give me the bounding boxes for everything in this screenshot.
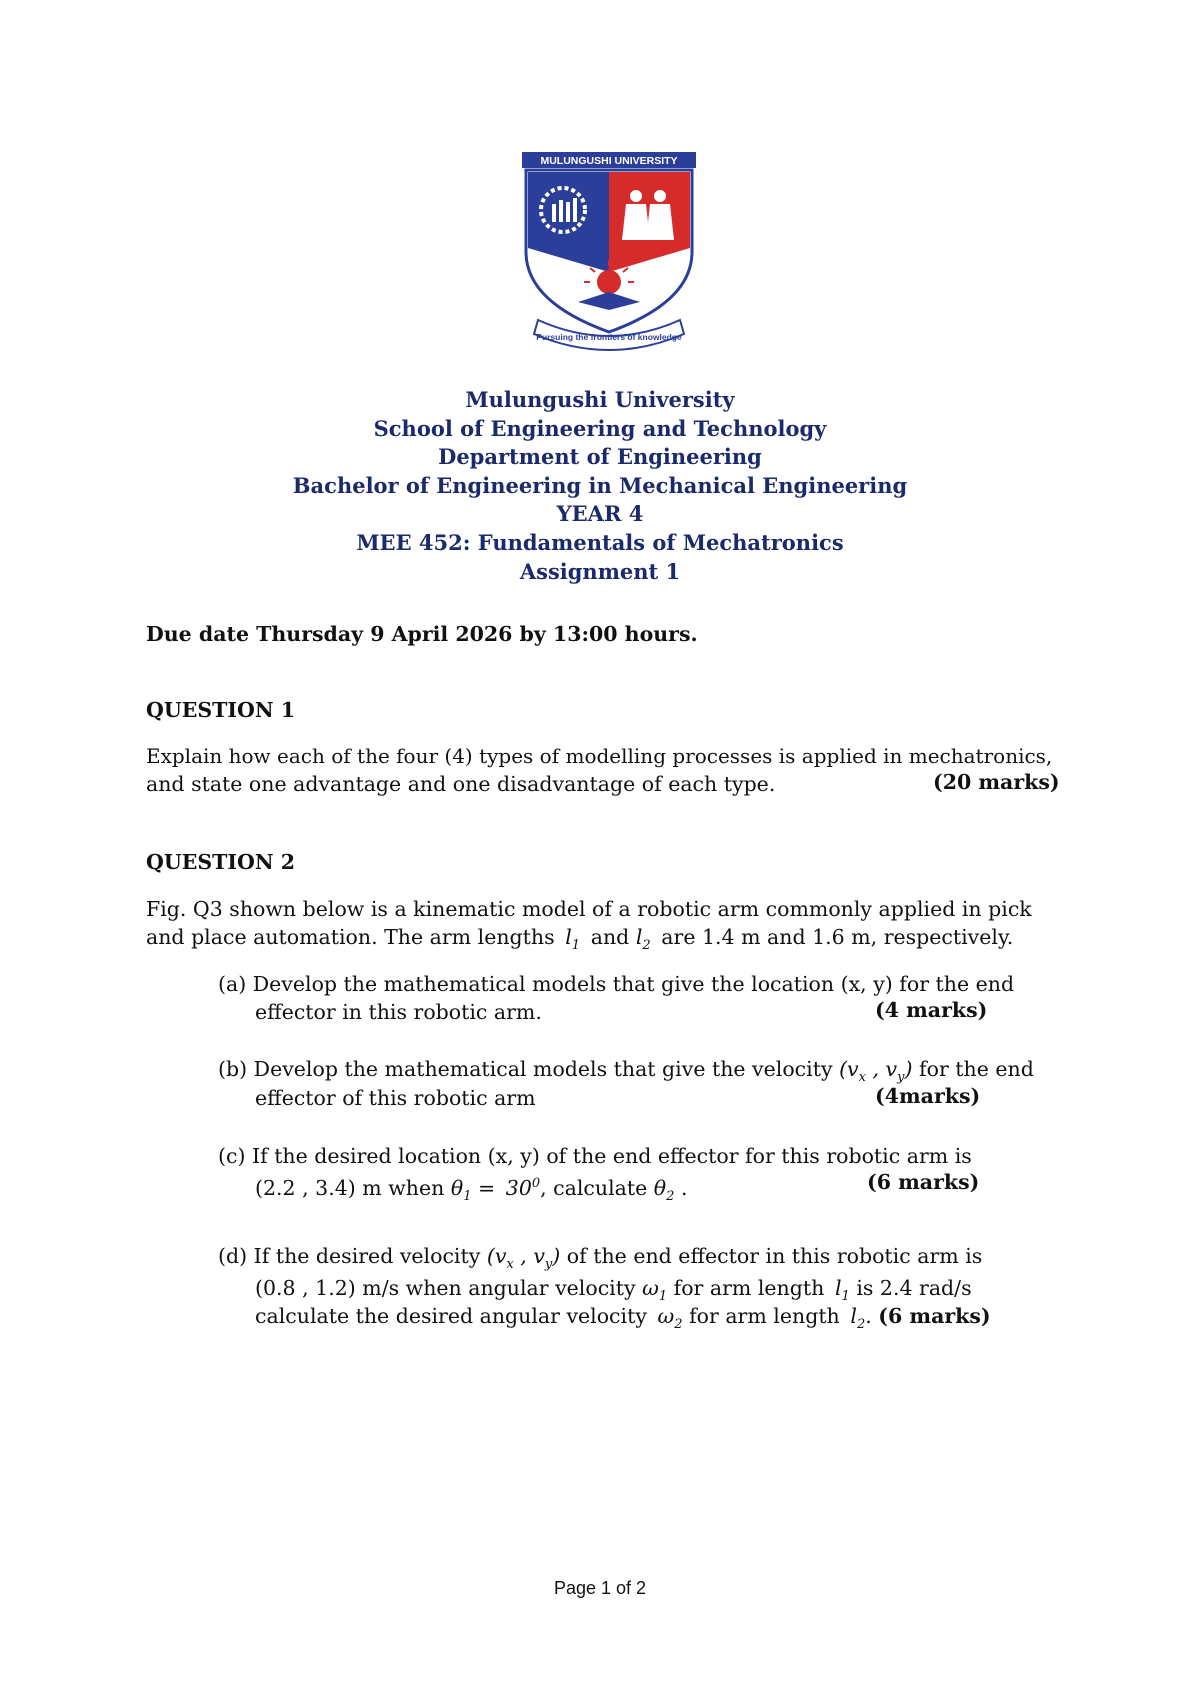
- page-number: Page 1 of 2: [553, 1578, 647, 1598]
- university-crest-logo: [518, 152, 700, 352]
- question-1-marks: (20 marks): [933, 770, 1060, 794]
- question-2-intro-line-1: Fig. Q3 shown below is a kinematic model of a robotic arm commonly applied in pick: [146, 897, 1032, 921]
- question-2-intro-line-2: and place automation. The arm lengths $l_1$ and $l_2$ are 1.4 m and 1.6 m, respectively.: [146, 925, 1014, 954]
- school-name: School of Engineering and Technology: [373, 415, 827, 441]
- due-date: Due date Thursday 9 April 2026 by 13:00 hours.: [146, 622, 698, 646]
- part-d-line-1: (d) If the desired velocity ($v_x$ , $v_y$) of the end effector in this robotic arm is: [218, 1244, 983, 1273]
- question-2-title: QUESTION 2: [146, 850, 296, 874]
- programme-name: Bachelor of Engineering in Mechanical Engineering: [292, 472, 908, 498]
- question-1-title: QUESTION 1: [146, 698, 296, 722]
- assignment-title: Assignment 1: [519, 558, 681, 584]
- part-b-line-2: effector of this robotic arm: [255, 1086, 536, 1110]
- university-name: Mulungushi University: [465, 387, 735, 412]
- part-d-line-3: calculate the desired angular velocity $\omega_2$ for arm length $l_2$. (6 marks): [255, 1304, 991, 1333]
- course-title: MEE 452: Fundamentals of Mechatronics: [356, 529, 844, 555]
- part-b-marks: (4marks): [875, 1084, 981, 1108]
- department-name: Department of Engineering: [438, 444, 762, 470]
- part-b-line-1: (b) Develop the mathematical models that give the velocity ($v_x$ , $v_y$) for the end: [218, 1057, 1034, 1086]
- document-header: [0, 386, 1200, 586]
- question-1-line-2: and state one advantage and one disadvantage of each type.: [146, 772, 776, 796]
- part-c-line-2: (2.2 , 3.4) m when $\theta_1 = 30^0$, calculate $\theta_2$ .: [255, 1175, 688, 1204]
- part-d-marks: (6 marks): [878, 1304, 991, 1328]
- part-d-line-2: (0.8 , 1.2) m/s when angular velocity $\omega_1$ for arm length $l_1$ is 2.4 rad/s: [255, 1276, 972, 1305]
- part-c-marks: (6 marks): [867, 1170, 980, 1194]
- logo-banner-text: MULUNGUSHI UNIVERSITY: [540, 155, 678, 167]
- question-1-line-1: Explain how each of the four (4) types of modelling processes is applied in mechatronics,: [146, 744, 1053, 768]
- part-a-marks: (4 marks): [875, 998, 988, 1022]
- logo-motto: Pursuing the frontiers of knowledge: [536, 332, 682, 342]
- year-label: YEAR 4: [556, 501, 644, 527]
- part-c-line-1: (c) If the desired location (x, y) of the end effector for this robotic arm is: [218, 1144, 972, 1168]
- part-a-line-2: effector in this robotic arm.: [255, 1000, 542, 1024]
- part-a-line-1: (a) Develop the mathematical models that give the location (x, y) for the end: [218, 972, 1015, 996]
